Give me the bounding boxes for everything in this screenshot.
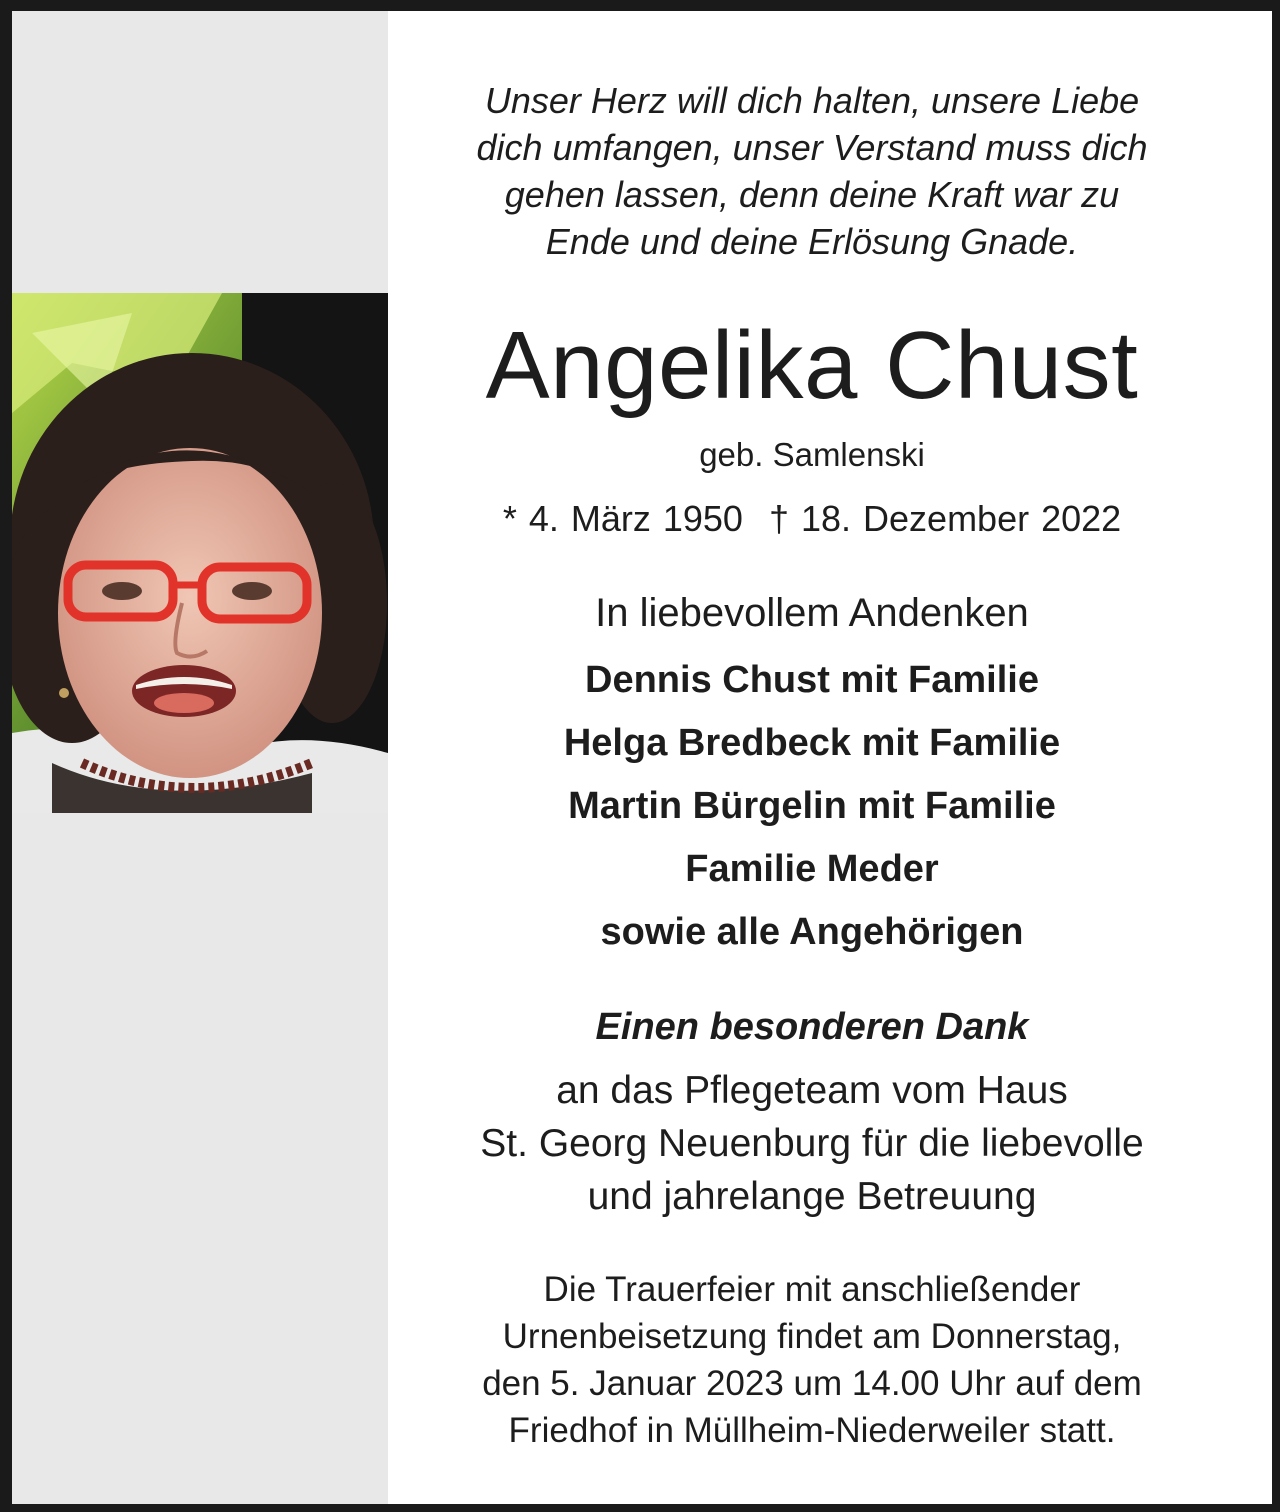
quote <box>412 77 1212 265</box>
quote-line: Ende und deine Erlösung Gnade. <box>545 221 1079 262</box>
birth-date: * 4. März 1950 <box>502 498 743 539</box>
mourner: sowie alle Angehörigen <box>600 911 1024 953</box>
funeral-line: Die Trauerfeier mit anschließender <box>543 1270 1081 1309</box>
life-dates <box>412 497 1212 541</box>
deceased-name: Angelika Chust <box>485 312 1139 419</box>
death-date: † 18. Dezember 2022 <box>768 498 1122 539</box>
funeral-details <box>412 1266 1212 1454</box>
birth-name: geb. Samlenski <box>699 436 925 473</box>
funeral-line: Urnenbeisetzung findet am Donnerstag, <box>502 1317 1122 1356</box>
quote-line: gehen lassen, denn deine Kraft war zu <box>504 174 1120 215</box>
quote-line: dich umfangen, unser Verstand muss dich <box>476 127 1148 168</box>
quote-line: Unser Herz will dich halten, unsere Liebe <box>484 80 1140 121</box>
mourner: Familie Meder <box>685 848 939 890</box>
mourner: Dennis Chust mit Familie <box>585 659 1039 701</box>
thanks-line: St. Georg Neuenburg für die liebevolle <box>480 1122 1144 1165</box>
portrait-photo <box>12 293 388 813</box>
thanks-line: an das Pflegeteam vom Haus <box>556 1069 1068 1112</box>
mourner: Martin Bürgelin mit Familie <box>568 785 1056 827</box>
notice-text <box>412 11 1212 1504</box>
remembrance-heading: In liebevollem Andenken <box>595 591 1029 635</box>
mourners-list <box>412 649 1212 964</box>
funeral-line: Friedhof in Müllheim-Niederweiler statt. <box>508 1411 1116 1450</box>
thanks-title: Einen besonderen Dank <box>595 1006 1029 1048</box>
funeral-line: den 5. Januar 2023 um 14.00 Uhr auf dem <box>482 1364 1142 1403</box>
mourner: Helga Bredbeck mit Familie <box>563 722 1061 764</box>
thanks-line: und jahrelange Betreuung <box>587 1175 1037 1218</box>
thanks-text <box>412 1064 1212 1223</box>
portrait-image <box>12 293 388 813</box>
